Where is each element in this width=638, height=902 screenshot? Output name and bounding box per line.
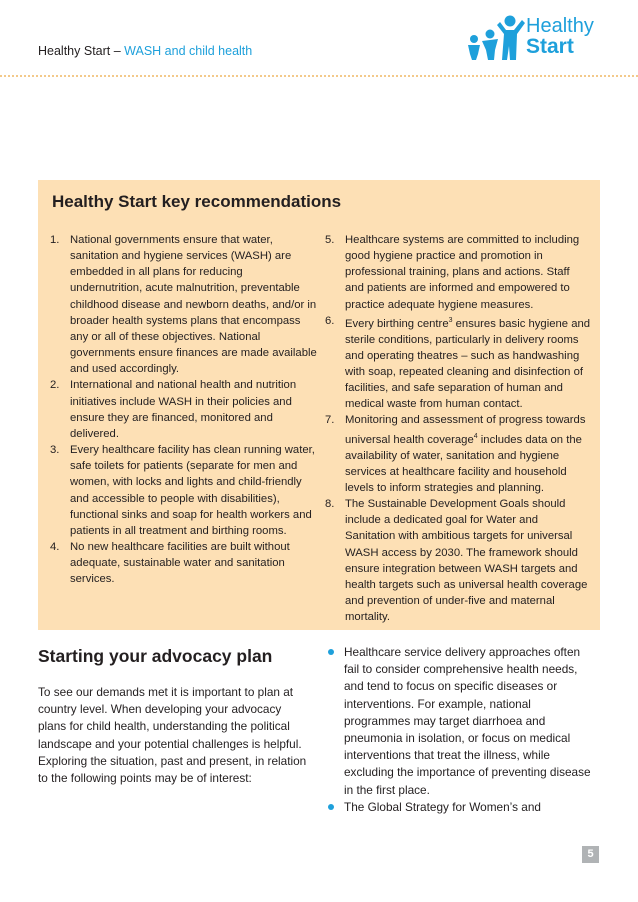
recommendation-text-part: Monitoring and assessment of progress towards universal health coverage [345, 414, 586, 446]
logo-word-healthy: Healthy [526, 15, 594, 37]
recommendation-item [50, 232, 318, 377]
advocacy-bullet-list [326, 644, 598, 816]
running-header [38, 44, 252, 58]
bullet-dot-icon [328, 649, 334, 655]
family-figures-icon [466, 14, 528, 62]
recommendation-item [50, 442, 318, 539]
recommendation-text: Every healthcare facility has clean running water, safe toilets for patients (separate for men and women, with locks and lights and child-friendly and accessible to people with disabilities), functional sinks and soap for health workers and patients in all treatment and birthing rooms. [70, 444, 315, 537]
recommendation-number: 7. [325, 414, 335, 427]
header-divider [0, 75, 638, 77]
bullet-item [326, 644, 598, 799]
recommendation-text: The Sustainable Development Goals should include a dedicated goal for Water and Sanitation with ambitious targets for universal WASH access by 2030. The framework should ensure integration between WASH targets and health targets such as universal health coverage and prevention of under-five and maternal mortality. [345, 498, 588, 624]
recommendation-text-part: includes data on the availability of water, sanitation and hygiene services at healthcare facility and household levels to inform strategies and planning. [345, 433, 582, 494]
recommendation-item [325, 232, 591, 313]
recommendation-text: National governments ensure that water, sanitation and hygiene services (WASH) are embedded in all plans for reducing undernutrition, acute malnutrition, preventable childhood disease and newborn deaths, and/or in broader health systems plans that encompass any or all of these objectives. National governments ensure finances are made available and used accordingly. [70, 234, 317, 376]
recommendations-left-column [50, 232, 318, 587]
bullet-text: Healthcare service delivery approaches often fail to consider comprehensive health needs, and tend to focus on specific diseases or interventions. For example, national programmes may target diarrhoea and pneumonia in isolation, or focus on medical interventions that treat the illness, while excluding the importance of preventing disease in the first place. [344, 645, 591, 797]
section-heading: Starting your advocacy plan [38, 646, 273, 666]
recommendation-item [325, 496, 591, 625]
recommendation-text: International and national health and nutrition initiatives include WASH in their policies and ensure they are financed, monitored and delivered. [70, 379, 297, 440]
bullet-item [326, 799, 598, 816]
recommendation-item [50, 539, 318, 587]
recommendation-number: 5. [325, 234, 335, 246]
page-number: 5 [582, 846, 599, 863]
recommendation-text-part: ensures basic hygiene and sterile conditions, particularly in delivery rooms and operating theatres – such as handwashing with soap, repeated cleaning and disinfection of facilities, and safe separation of human and medical waste from human contact. [345, 317, 591, 411]
recommendation-item [325, 412, 591, 496]
recommendation-number: 6. [325, 314, 335, 327]
recommendations-box [38, 180, 600, 630]
healthy-start-logo [466, 14, 606, 64]
recommendation-text: Healthcare systems are committed to including good hygiene practice and promotion in professional training, plans and actions. Staff and patients are informed and empowered to practice adequate hygiene measures. [345, 234, 580, 311]
recommendation-item [50, 377, 318, 442]
bullet-dot-icon [328, 804, 334, 810]
recommendations-title: Healthy Start key recommendations [52, 192, 342, 211]
recommendation-text-part: Every birthing centre [345, 317, 449, 330]
footnote-ref: 3 [448, 316, 453, 324]
recommendation-number: 1. [50, 234, 60, 246]
recommendation-number: 3. [50, 444, 60, 457]
recommendation-text: No new healthcare facilities are built without adequate, sustainable water and sanitation services. [70, 540, 290, 586]
logo-word-start: Start [526, 35, 574, 58]
recommendations-right-column [325, 232, 591, 625]
header-title-prefix: Healthy Start – [38, 44, 125, 58]
bullet-text: The Global Strategy for Women’s and [344, 799, 541, 814]
recommendation-item [325, 313, 591, 413]
recommendation-number: 8. [325, 498, 335, 511]
recommendation-number: 2. [50, 379, 60, 392]
intro-paragraph: To see our demands met it is important to plan at country level. When developing your advocacy plans for child health, understanding the political landscape and your potential challenges is helpful. Exploring the situation, past and present, in relation to the following points may be of interest: [38, 685, 307, 786]
footnote-ref: 4 [473, 432, 478, 440]
recommendation-text [345, 412, 591, 496]
header-title-accent: WASH and child health [124, 44, 253, 58]
recommendation-number: 4. [50, 540, 60, 553]
recommendation-text [345, 313, 591, 413]
